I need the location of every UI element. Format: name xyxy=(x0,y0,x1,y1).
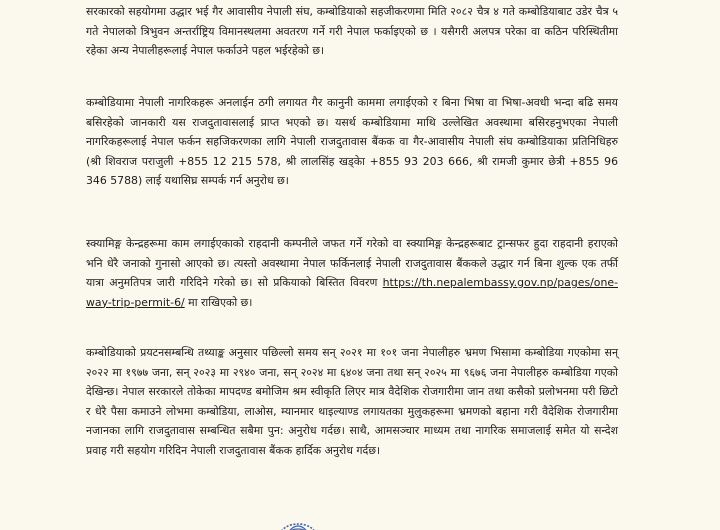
permit-link-suffix: मा राखिएको छ। xyxy=(184,295,253,309)
permit-link[interactable]: https://th.nepalembassy.gov.np/pages/one-way-trip-permit-6/ xyxy=(86,276,618,309)
paragraph-contact-representatives: कम्बोडियामा नेपाली नागरिकहरू अनलाईन ठगी लगायत गैर कानुनी काममा लगाईएको र बिना भिषा वा भिषा-अवधी भन्दा बढि समय बसिरहेको जानकारी यस राजदुतावासलाई प्राप्त भएको छ। यसर्थ कम्बोडियामा माथि उल्लेखित अवस्थामा बसिरहनुभएका नेपाली नागरिकहरूलाई नेपाल फर्कन सहजिकरणका लागि नेपाली राजदुतावास बैंकक वा गैर-आवासीय नेपाली संघ कम्बोडियाका प्रतिनिधिहरु (श्री शिवराज पराजुली +855 12 215 578, श्री लालसिंह खड्केा +855 93 203 666, श्री रामजी कुमार छेत्री +855 96 346 5788) लाई यथासिघ्र सम्पर्क गर्न अनुरोध छ। xyxy=(86,96,618,188)
paragraph-tourism-statistics: कम्बोडियाको प्रयटनसम्बन्धि तथ्याङ्क अनुसार पछिल्लो समय सन् २०२१ मा १०१ जना नेपालीहरु भ्रमण भिसामा कम्बोडिया गएकोमा सन् २०२२ मा १९७७ जना, सन् २०२३ मा २९४० जना, सन् २०२४ मा ६४०४ जना तथा सन् २०२५ मा ९६७६ जना नेपालीहरु कम्बोडिया गएको देखिन्छ। नेपाल सरकारले तोकेका मापदण्ड बमोजिम श्रम स्वीकृति लिएर मात्र वैदेशिक रोजगारीमा जान तथा कसैको प्रलोभनमा परी छिटो र धेरै पैसा कमाउने लोभमा कम्बोडिया, लाओस, म्यानमार थाइल्याण्ड लगायतका मुलुकहरूमा भ्रमणको बहाना गरी वैदेशिक रोजगारीमा नजानका लागि राजदुतावास सम्बन्धित सबैमा पुन: अनुरोध गर्दछ। साथै, आमसञ्चार माध्यम तथा नागरिक समाजलाई समेत यो सन्देश प्रवाह गरी सहयोग गरिदिन नेपाली राजदुतावास बैंकक हार्दिक अनुरोध गर्दछ। xyxy=(86,346,618,457)
travel-permit-text: स्क्यामिङ्ग केन्द्रहरूमा काम लगाईएकाको राहदानी कम्पनीले जफत गर्ने गरेको वा स्क्यामिङ्ग केन्द्रहरूबाट ट्रान्सफर हुदा राहदानी हराएको भनि धेरै जनाको गुनासो आएको छ। त्यस्तो अवस्थामा नेपाल फर्किनलाई नेपाली राजदुतावास बैंककले उद्धार गर्न बिना शुल्क एक तर्फी यात्रा अनुमतिपत्र जारी गरिदिने गरेको छ। सो प्रकियाको बिस्तित विवरण xyxy=(86,237,618,290)
paragraph-repatriation: सरकारको सहयोगमा उद्धार भई गैर आवासीय नेपाली संघ, कम्बोडियाको सहजीकरणमा मिति २०८२ चैत्र ४ गते कम्बोडियाबाट उडेर चैत्र ५ गते नेपालको त्रिभुवन अन्तर्राष्ट्रिय विमानस्थलमा अवतरण गर्ने गरी नेपाल फर्काइएको छ । यसैगरी अलपत्र परेका वा कठिन परिस्थितीमा रहेका अन्य नेपालीहरूलाई नेपाल फर्काउने पहल भईरहेको छ। xyxy=(86,5,618,58)
embassy-seal-icon xyxy=(268,512,328,530)
paragraph-travel-permit xyxy=(86,234,618,312)
